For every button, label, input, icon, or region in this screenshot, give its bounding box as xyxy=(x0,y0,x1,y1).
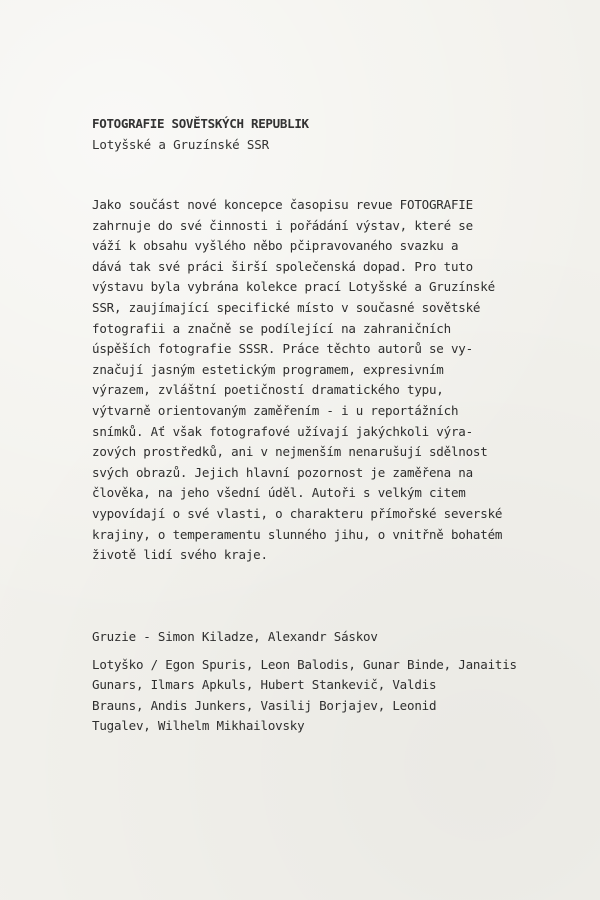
body-line: fotografii a značně se podílející na zahraničních xyxy=(92,320,451,336)
document-title: FOTOGRAFIE SOVĚTSKÝCH REPUBLIK xyxy=(92,116,309,131)
artist-line: Tugalev, Wilhelm Mikhailovsky xyxy=(92,718,305,734)
body-line: značují jasným estetickým programem, expresivním xyxy=(92,361,444,377)
body-line: SSR, zaujímající specifické místo v současné sovětské xyxy=(92,299,481,315)
body-line: krajiny, o temperamentu slunného jihu, o vnitřně bohatém xyxy=(92,526,503,542)
document-subtitle: Lotyšské a Gruzínské SSR xyxy=(92,137,270,152)
body-line: člověka, na jeho všední úděl. Autoři s velkým citem xyxy=(92,485,466,501)
body-line: úspěších fotografie SSSR. Práce těchto autorů se vy- xyxy=(92,341,473,357)
body-line: výtvarně orientovaným zaměřením - i u reportážních xyxy=(92,402,459,418)
artist-line: Brauns, Andis Junkers, Vasilij Borjajev, Leonid xyxy=(92,697,437,713)
body-line: dává tak své práci širší společenská dopad. Pro tuto xyxy=(92,258,473,274)
body-line: Jako součást nové koncepce časopisu revue FOTOGRAFIE xyxy=(92,197,473,212)
artist-group-lotysko xyxy=(92,655,552,737)
artist-line: Gunars, Ilmars Apkuls, Hubert Stankevič, Valdis xyxy=(92,677,437,693)
body-line: výstavu byla vybrána kolekce prací Lotyšské a Gruzínské xyxy=(92,279,495,295)
body-line: svých obrazů. Jejich hlavní pozornost je zaměřena na xyxy=(92,464,473,480)
document-heading xyxy=(92,113,552,155)
body-paragraph xyxy=(92,195,542,566)
body-line: životě lidí svého kraje. xyxy=(92,547,268,563)
artist-list xyxy=(92,627,552,744)
artist-line: Lotyško / Egon Spuris, Leon Balodis, Gunar Binde, Janaitis xyxy=(92,656,517,672)
body-line: zových prostředků, ani v nejmenším nenarušují sdělnost xyxy=(92,444,488,460)
body-line: snímků. Ať však fotografové užívají jakýchkoli výra- xyxy=(92,423,473,439)
body-line: výrazem, zvláštní poetičností dramatického typu, xyxy=(92,382,444,398)
body-line: zahrnuje do své činnosti i pořádání výstav, které se xyxy=(92,217,473,233)
body-line: váží k obsahu vyšlého něbo pčipravovaného svazku a xyxy=(92,238,459,254)
artist-group-gruzie xyxy=(92,627,552,648)
artist-line: Gruzie - Simon Kiladze, Alexandr Sáskov xyxy=(92,629,378,644)
body-line: vypovídají o své vlasti, o charakteru přímořské severské xyxy=(92,505,503,521)
